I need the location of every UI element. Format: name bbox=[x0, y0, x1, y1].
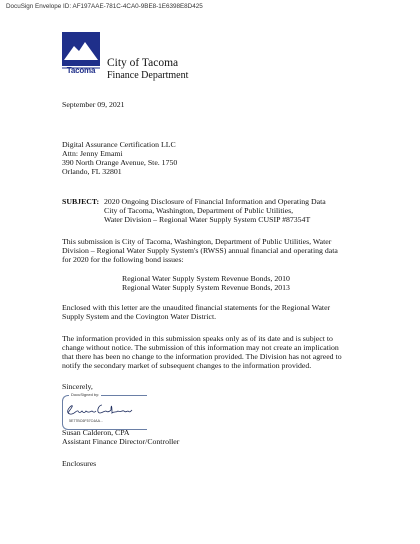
city-of-tacoma-logo bbox=[62, 32, 100, 76]
handwritten-signature bbox=[64, 401, 134, 417]
subject-label: SUBJECT: bbox=[62, 197, 100, 206]
intro-line: This submission is City of Tacoma, Washington, Department of Public Utilities, Water bbox=[62, 237, 332, 246]
subject-line: City of Tacoma, Washington, Department of Public Utilities, bbox=[104, 206, 294, 215]
address-line: Attn: Jenny Emami bbox=[62, 149, 123, 158]
address-line: Digital Assurance Certification LLC bbox=[62, 140, 176, 149]
intro-line: Division – Regional Water Supply System's (RWSS) annual financial and operating data bbox=[62, 246, 338, 255]
signature-id: 5E77BC6F57C4AA... bbox=[69, 419, 103, 423]
signer-title: Assistant Finance Director/Controller bbox=[62, 437, 180, 446]
enclosures-note: Enclosures bbox=[62, 459, 97, 468]
disclaimer-line: that there has been no change to the information provided. The Division has not agreed to bbox=[62, 352, 342, 361]
bond-issue: Regional Water Supply System Revenue Bonds, 2010 bbox=[122, 274, 290, 283]
bond-issue: Regional Water Supply System Revenue Bonds, 2013 bbox=[122, 283, 290, 292]
address-line: 390 North Orange Avenue, Ste. 1750 bbox=[62, 158, 178, 167]
subject-line: 2020 Ongoing Disclosure of Financial Information and Operating Data bbox=[104, 197, 326, 206]
disclaimer-line: The information provided in this submission speaks only as of its date and is subject to bbox=[62, 334, 333, 343]
letter-date: September 09, 2021 bbox=[62, 100, 125, 109]
letterhead-city: City of Tacoma bbox=[107, 57, 179, 69]
disclaimer-line: change without notice. The submission of this information may not create an implication bbox=[62, 343, 339, 352]
letterhead-department: Finance Department bbox=[107, 70, 189, 81]
subject-line: Water Division – Regional Water Supply System CUSIP #87354T bbox=[104, 215, 311, 224]
closing: Sincerely, bbox=[62, 382, 93, 391]
enclosed-line: Supply System and the Covington Water District. bbox=[62, 312, 217, 321]
logo-wordmark: Tacoma bbox=[66, 66, 96, 75]
enclosed-line: Enclosed with this letter are the unaudited financial statements for the Regional Water bbox=[62, 303, 331, 312]
address-line: Orlando, FL 32801 bbox=[62, 167, 122, 176]
intro-line: for 2020 for the following bond issues: bbox=[62, 255, 184, 264]
docusign-envelope-id: DocuSign Envelope ID: AF197AAE-781C-4CA0-9BE8-1E6398E8D425 bbox=[6, 3, 203, 10]
docusigned-by-label: DocuSigned by: bbox=[71, 392, 100, 397]
disclaimer-line: notify the secondary market of subsequent changes to the information provided. bbox=[62, 361, 312, 370]
signer-name: Susan Calderon, CPA bbox=[62, 428, 130, 437]
